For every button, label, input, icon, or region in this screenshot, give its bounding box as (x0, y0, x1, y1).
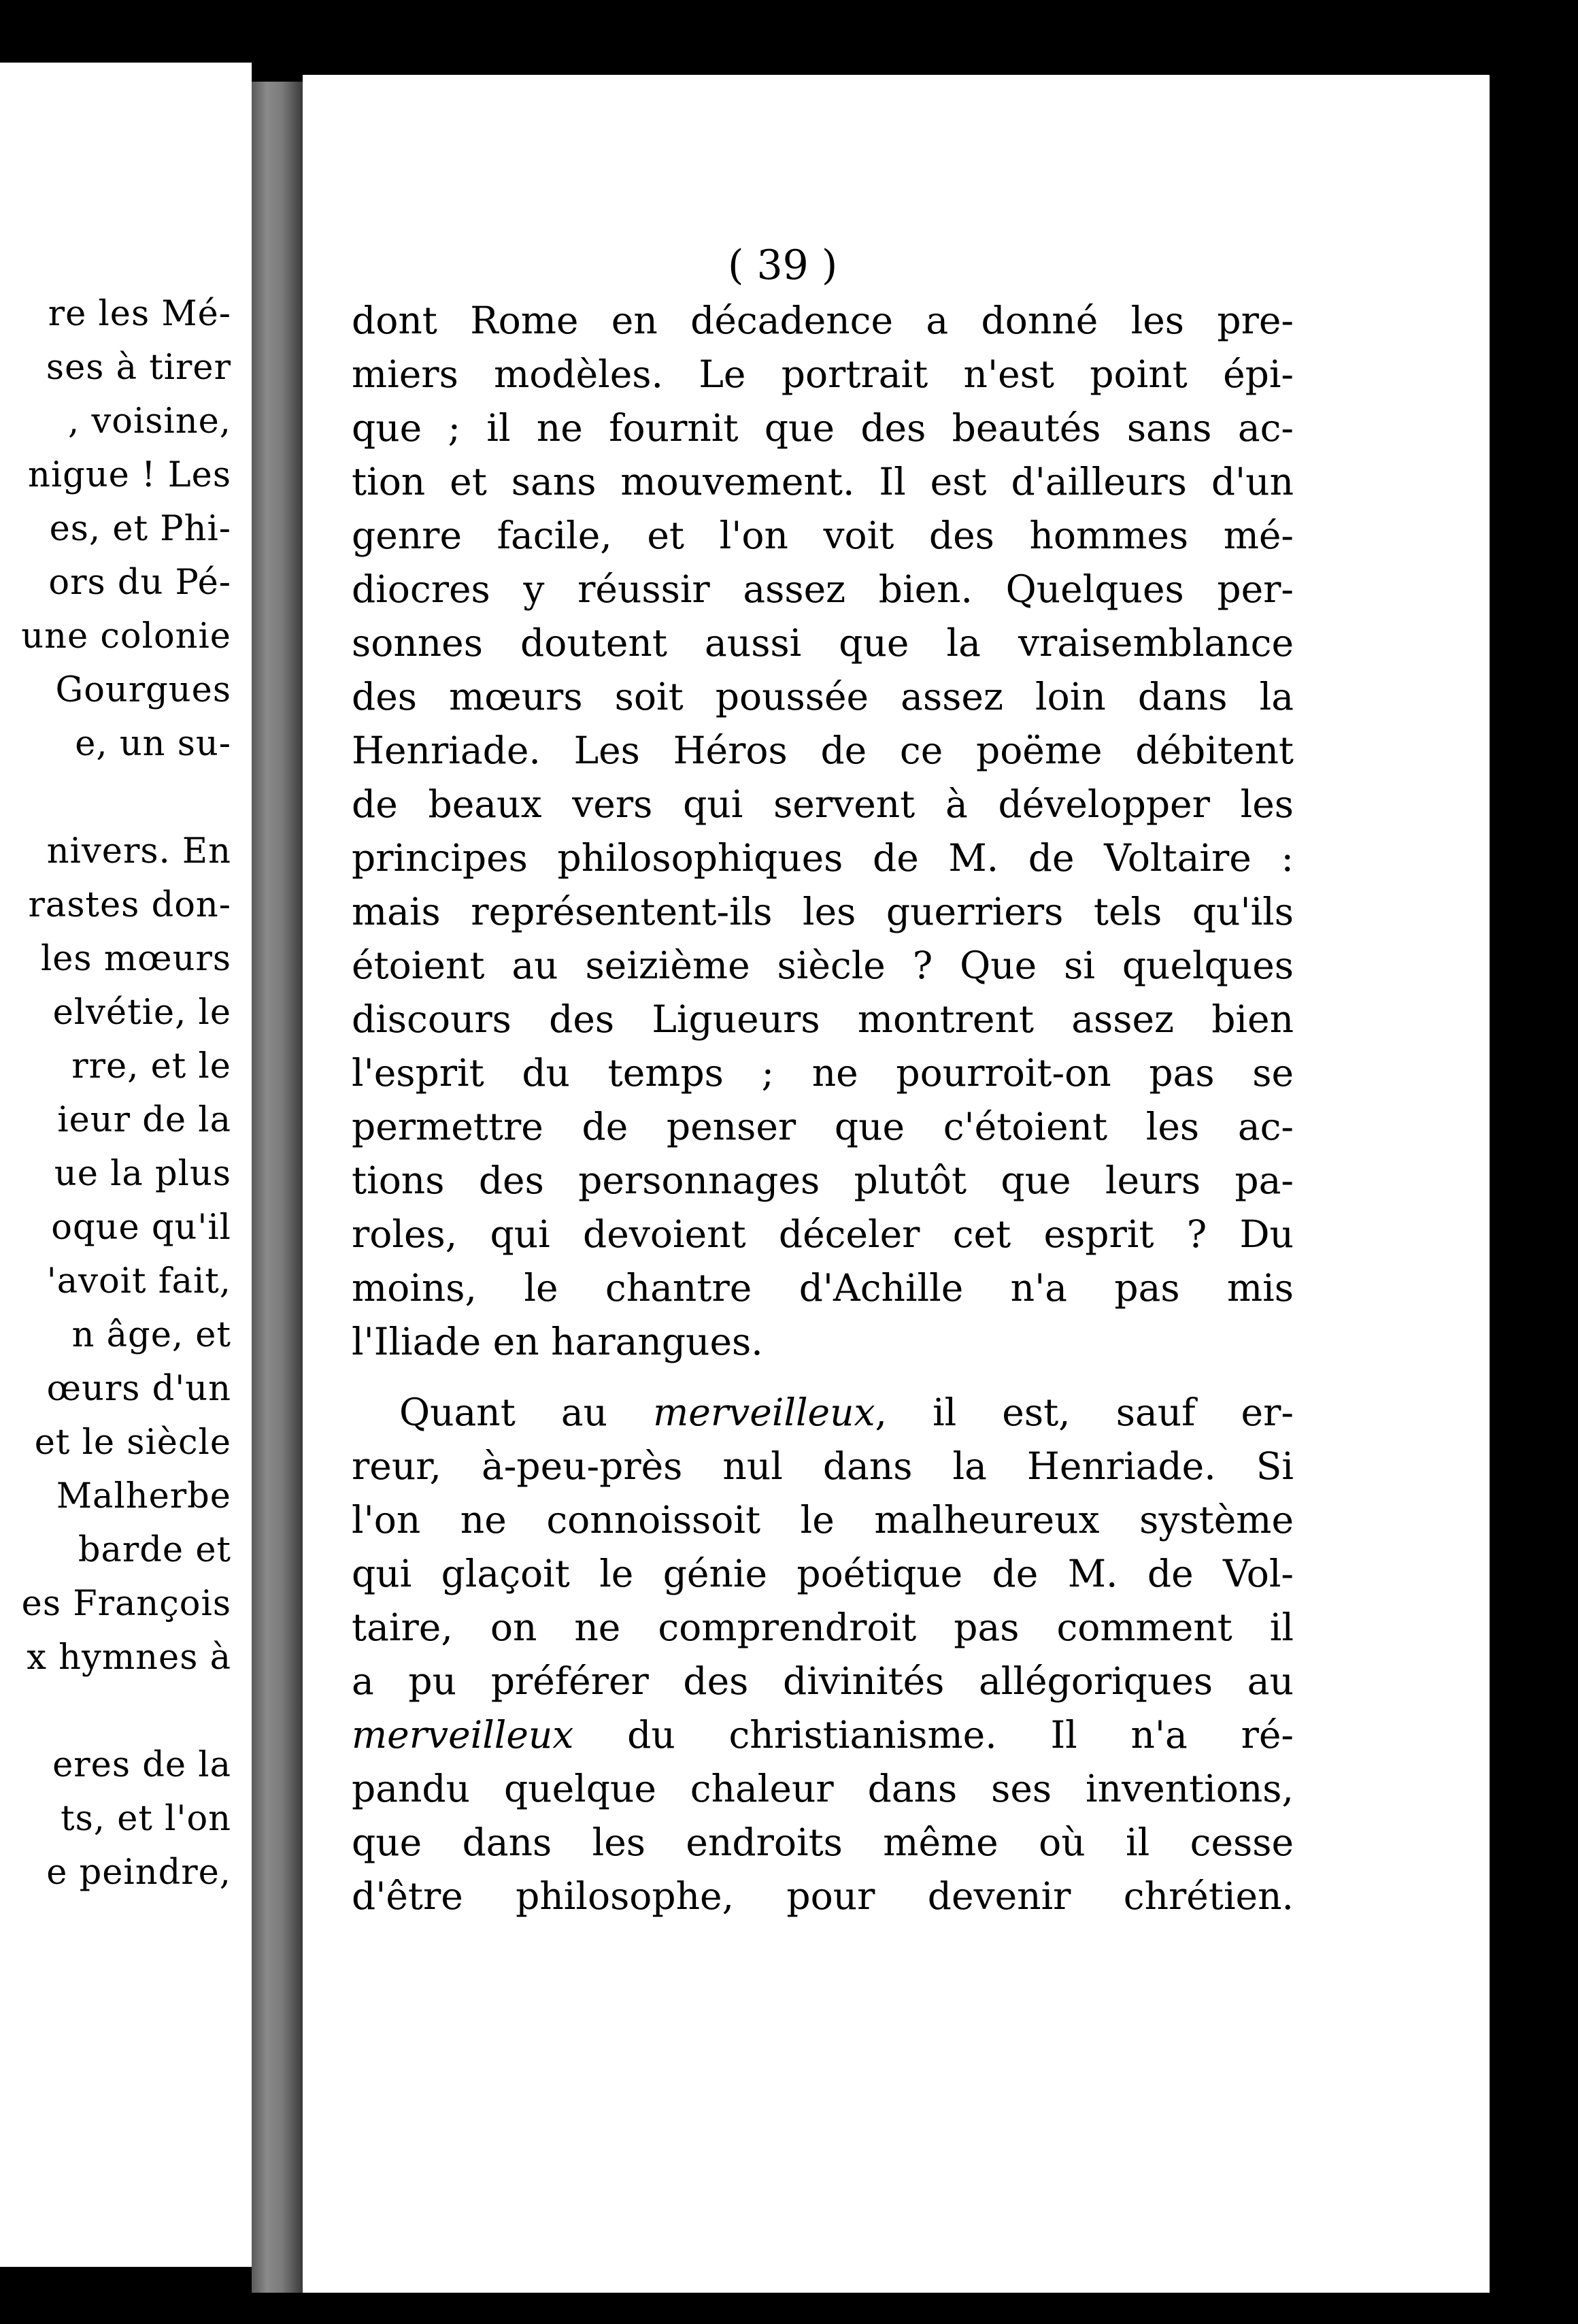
book-gutter (252, 82, 303, 2293)
left-page-line: x hymnes à (27, 1638, 231, 1678)
text-line: moins, le chantre d'Achille n'a pas mis (352, 1266, 1294, 1310)
text-line: que dans les endroits même où il cesse (352, 1821, 1294, 1864)
text-line: a pu préférer des divinités allégoriques au (352, 1659, 1294, 1703)
left-page-line: Gourgues (55, 670, 231, 710)
text-line: taire, on ne comprendroit pas comment il (352, 1606, 1294, 1649)
left-page-line: , voisine, (68, 401, 231, 442)
left-page-line: e, un su- (75, 724, 231, 764)
left-page-line: elvétie, le (52, 993, 231, 1033)
left-page-line: nivers. En (46, 831, 231, 872)
left-page-line: les mœurs (40, 939, 231, 979)
paragraph-2 (352, 1386, 1294, 1923)
left-page-line: eres de la (52, 1745, 231, 1785)
right-page (303, 75, 1490, 2293)
text-line: pandu quelque chaleur dans ses inventions, (352, 1767, 1294, 1810)
text-line: l'on ne connoissoit le malheureux système (352, 1498, 1294, 1542)
text-line: sonnes doutent aussi que la vraisemblance (352, 621, 1294, 665)
left-page-line: Malherbe (56, 1476, 231, 1516)
left-page-line: ieur de la (57, 1100, 231, 1140)
text-line: dont Rome en décadence a donné les pre- (352, 299, 1294, 342)
left-page-line: ors du Pé- (48, 563, 231, 603)
text-line: discours des Ligueurs montrent assez bien (352, 997, 1294, 1041)
left-page-fragment (0, 63, 252, 2267)
left-page-line: ts, et l'on (61, 1799, 231, 1839)
left-page-line: nigue ! Les (28, 455, 231, 495)
left-page-line: ses à tirer (46, 348, 231, 388)
text-line: genre facile, et l'on voit des hommes mé- (352, 514, 1294, 557)
left-page-line: es, et Phi- (49, 509, 231, 549)
left-page-line: œurs d'un (46, 1369, 231, 1409)
page-text (352, 294, 1294, 1923)
italic-word: merveilleux (352, 1713, 574, 1757)
text-line: mais représentent-ils les guerriers tels qu'ils (352, 890, 1294, 933)
left-page-line: une colonie (21, 616, 231, 657)
page-number: ( 39 ) (728, 242, 838, 289)
text-line: tions des personnages plutôt que leurs pa- (352, 1159, 1294, 1202)
text-line: que ; il ne fournit que des beautés sans ac- (352, 406, 1294, 450)
text-line: diocres y réussir assez bien. Quelques per- (352, 567, 1294, 611)
text-line: reur, à-peu-près nul dans la Henriade. Si (352, 1444, 1294, 1488)
text-line: tion et sans mouvement. Il est d'ailleurs d'un (352, 460, 1294, 503)
left-page-line: e peindre, (46, 1853, 231, 1893)
text-line: des mœurs soit poussée assez loin dans la (352, 675, 1294, 718)
text-line: d'être philosophe, pour devenir chrétien. (352, 1874, 1294, 1918)
paragraph-1 (352, 294, 1294, 1369)
left-page-line: et le siècle (34, 1423, 231, 1463)
text-line: roles, qui devoient déceler cet esprit ? Du (352, 1212, 1294, 1256)
text-line: l'Iliade en harangues. (352, 1320, 763, 1363)
text-line: Henriade. Les Héros de ce poëme débitent (352, 729, 1294, 772)
left-page-line: es François (21, 1584, 231, 1624)
left-page-line: 'avoit fait, (46, 1261, 231, 1301)
italic-word: merveilleux (653, 1391, 875, 1434)
text-line: qui glaçoit le génie poétique de M. de Vol- (352, 1552, 1294, 1595)
text-line: de beaux vers qui servent à développer les (352, 782, 1294, 826)
left-page-line: rre, et le (71, 1046, 231, 1086)
text-line: étoient au seizième siècle ? Que si quelques (352, 944, 1294, 987)
left-page-line: barde et (78, 1530, 231, 1570)
left-page-line: ue la plus (54, 1154, 231, 1194)
left-page-line: re les Mé- (48, 294, 231, 334)
text-line: principes philosophiques de M. de Voltaire : (352, 836, 1294, 880)
text-line: l'esprit du temps ; ne pourroit-on pas se (352, 1051, 1294, 1095)
text-line: Quant au merveilleux, il est, sauf er- (399, 1391, 1294, 1434)
text-line: merveilleux du christianisme. Il n'a ré- (352, 1713, 1294, 1757)
left-page-line: oque qu'il (51, 1208, 231, 1248)
left-page-line: rastes don- (28, 885, 231, 925)
text-line: miers modèles. Le portrait n'est point épi- (352, 352, 1294, 396)
text-line: permettre de penser que c'étoient les ac- (352, 1105, 1294, 1148)
left-page-line: n âge, et (71, 1315, 231, 1355)
